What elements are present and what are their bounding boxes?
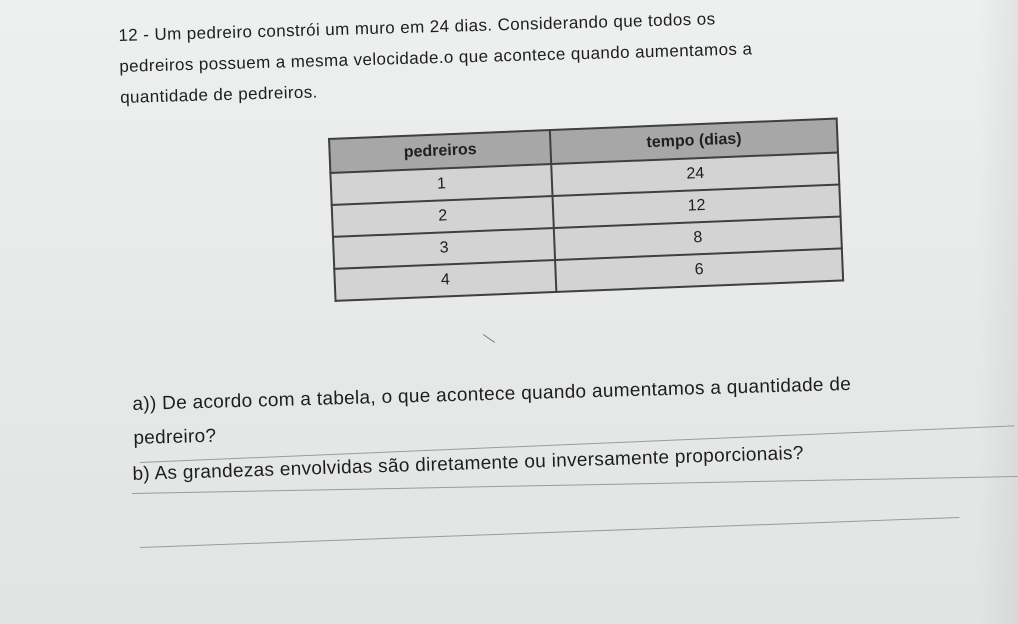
question-statement xyxy=(118,0,880,113)
answer-line xyxy=(140,517,959,548)
cell-pedreiros: 1 xyxy=(330,164,552,205)
cell-tempo: 8 xyxy=(554,216,842,259)
cell-tempo: 12 xyxy=(553,185,841,228)
page-edge-shadow xyxy=(978,0,1018,624)
header-pedreiros: pedreiros xyxy=(329,130,551,173)
header-tempo: tempo (dias) xyxy=(550,119,838,164)
sub-question-b-text: b) As grandezas envolvidas são diretamente ou inversamente proporcionais? xyxy=(132,442,804,485)
data-table xyxy=(328,118,844,302)
cell-pedreiros: 4 xyxy=(334,260,556,301)
sub-question-a-line-2: pedreiro? xyxy=(133,425,217,449)
cell-pedreiros: 3 xyxy=(333,228,555,269)
question-line-2: pedreiros possuem a mesma velocidade.o que acontece quando aumentamos a xyxy=(119,39,753,76)
cell-pedreiros: 2 xyxy=(332,196,554,237)
question-line-1: 12 - Um pedreiro constrói um muro em 24 dias. Considerando que todos os xyxy=(118,9,716,45)
cell-tempo: 6 xyxy=(555,248,843,291)
question-line-3: quantidade de pedreiros. xyxy=(119,82,319,107)
sub-question-a-line-1: a)) De acordo com a tabela, o que acontece quando aumentamos a quantidade de xyxy=(132,373,852,415)
cell-tempo: 24 xyxy=(551,153,839,196)
stray-pen-mark xyxy=(483,334,495,343)
